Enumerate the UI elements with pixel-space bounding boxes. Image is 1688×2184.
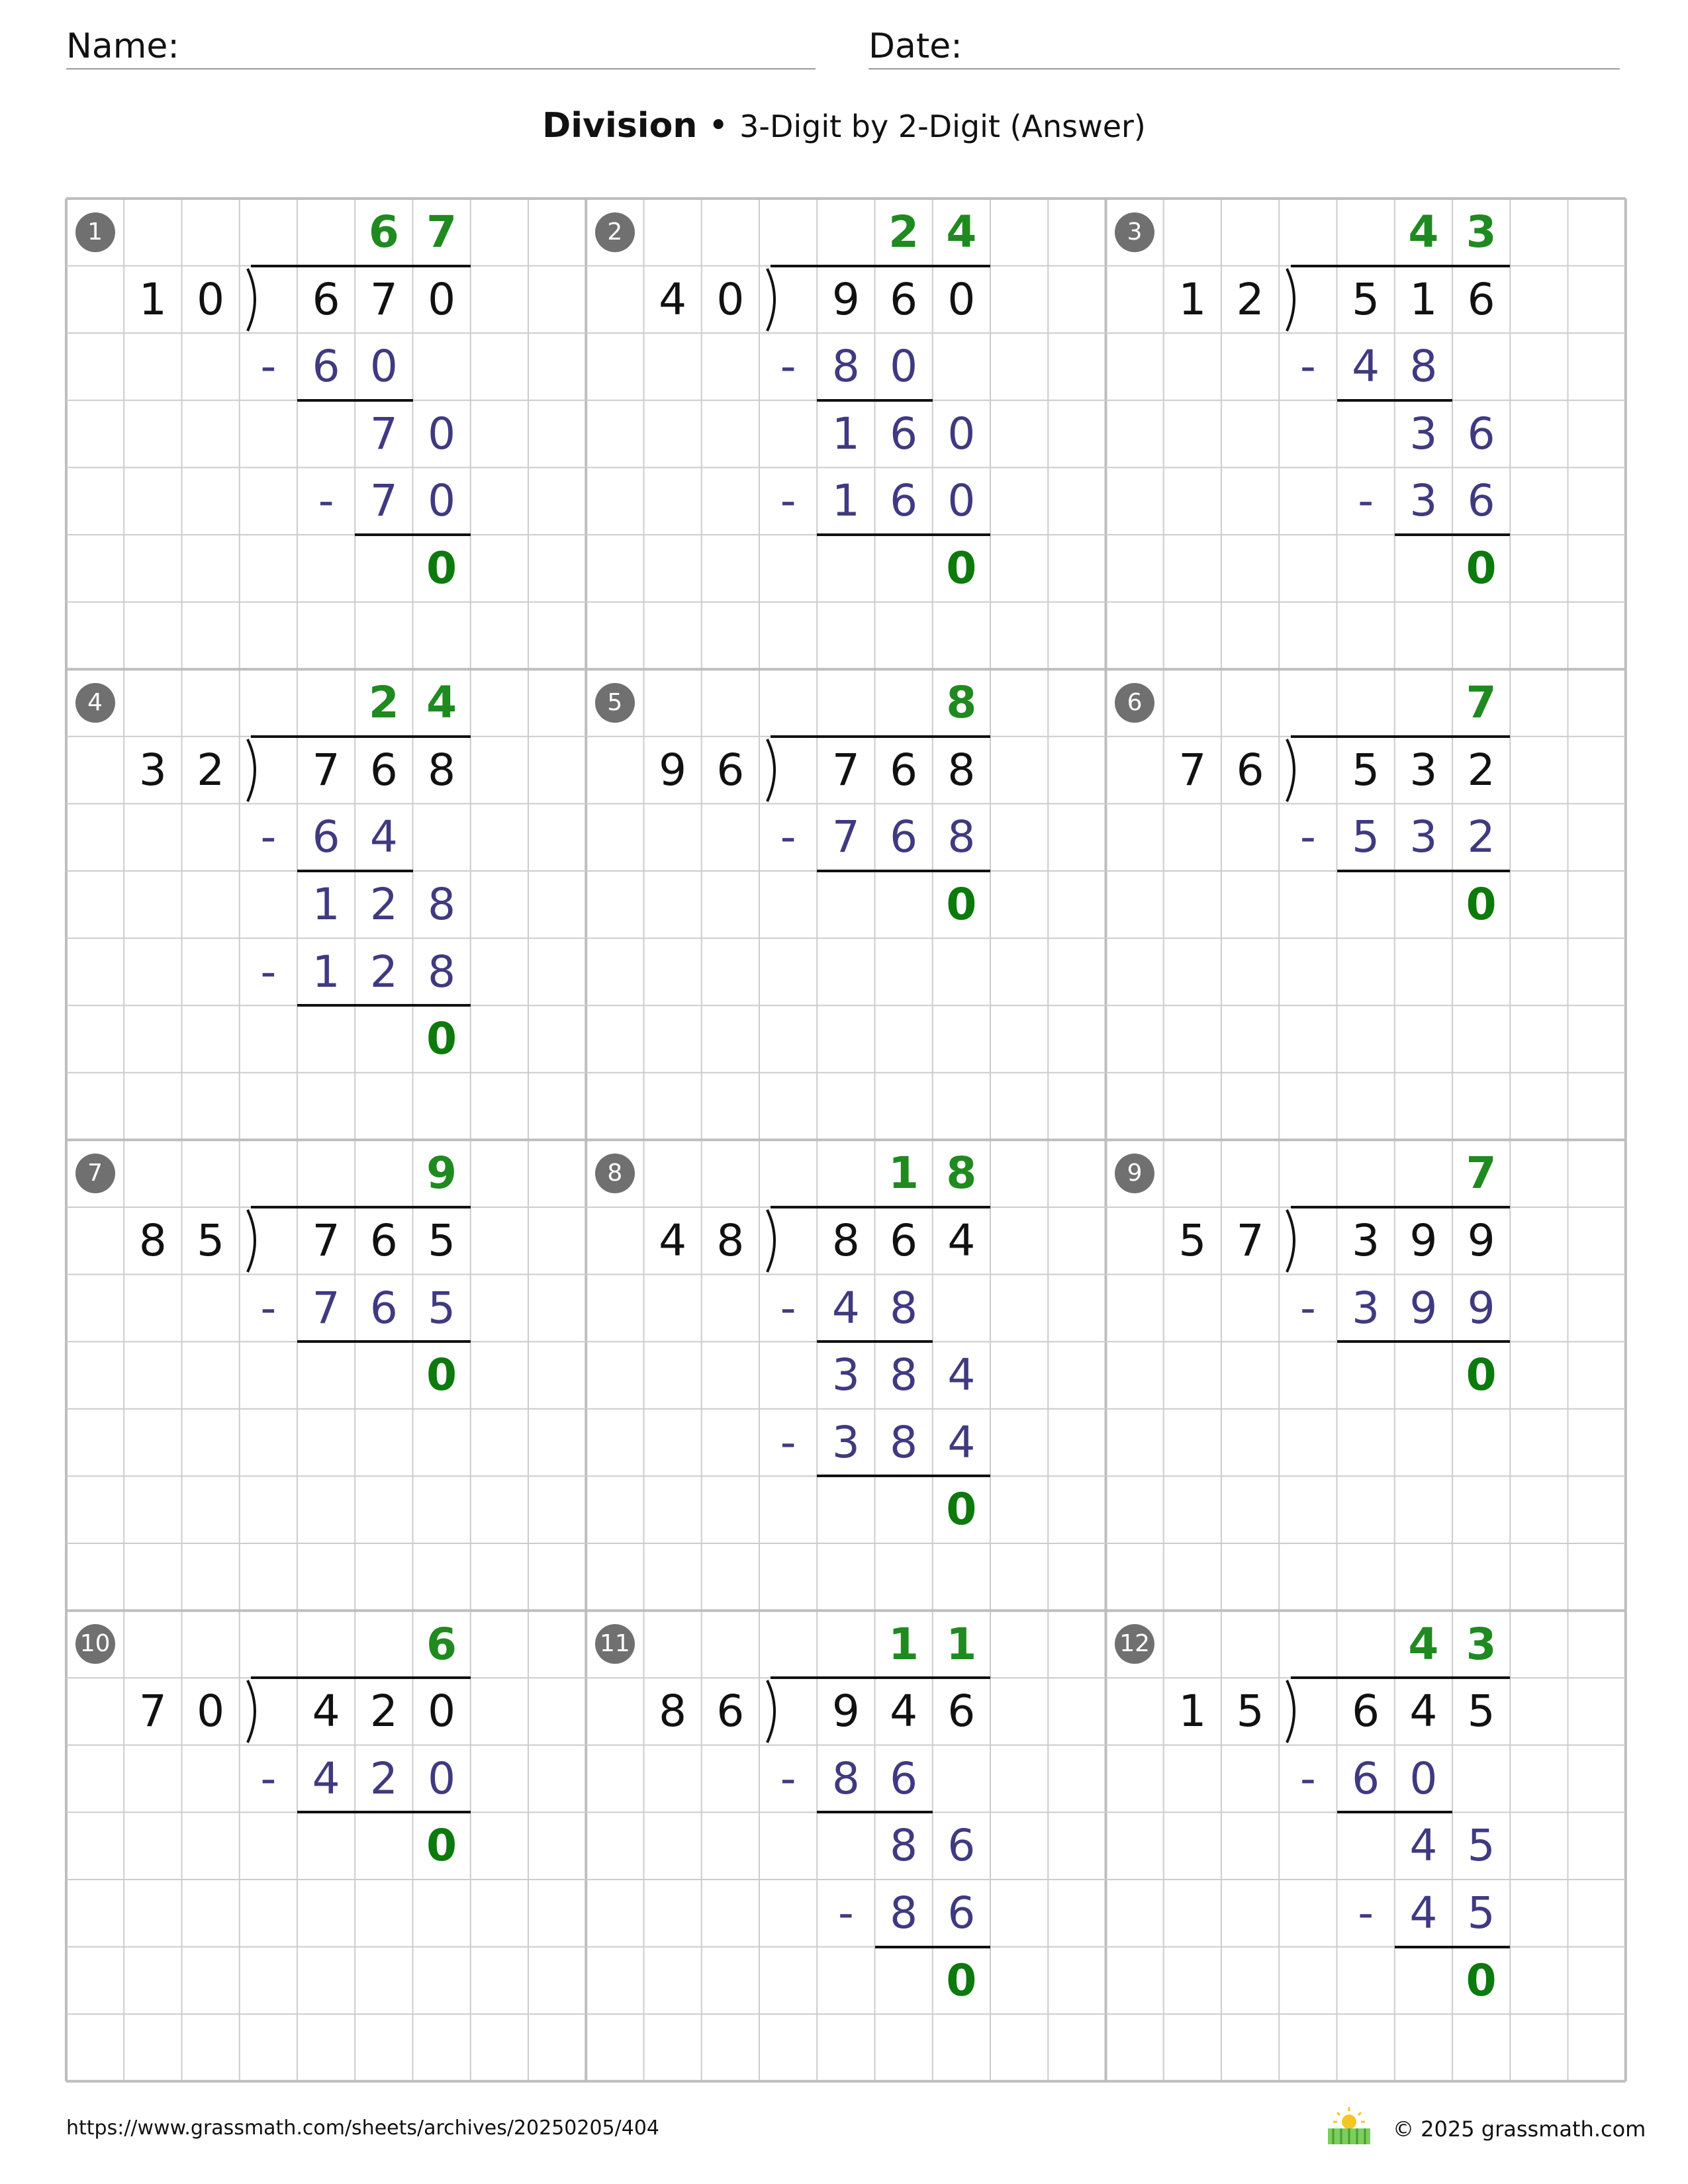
quotient-digit: 2 xyxy=(368,677,399,729)
quotient-digit: 6 xyxy=(368,206,399,257)
subtrahend-digit: 0 xyxy=(428,475,456,527)
subtrahend-digit: 7 xyxy=(369,475,398,527)
division-bracket xyxy=(242,737,262,804)
problem-number-badge: 1 xyxy=(75,212,115,252)
divisor-digit: 8 xyxy=(716,1214,745,1266)
divisor-digit: 4 xyxy=(659,1214,687,1266)
dividend-digit: 7 xyxy=(312,1214,340,1266)
subtrahend-digit: 2 xyxy=(369,946,398,997)
dividend-digit: 6 xyxy=(890,273,918,325)
division-bracket xyxy=(242,266,262,334)
footer-url: https://www.grassmath.com/sheets/archives/20250205/404 xyxy=(66,2116,660,2140)
division-bracket xyxy=(762,1207,782,1275)
division-bracket xyxy=(242,1207,262,1275)
quotient-digit: 9 xyxy=(426,1148,457,1199)
divisor-digit: 1 xyxy=(1178,273,1207,325)
division-bracket xyxy=(1282,266,1301,334)
subtrahend-digit: 4 xyxy=(1409,1887,1438,1938)
divisor-digit: 2 xyxy=(197,744,225,796)
subtrahend-digit: 0 xyxy=(947,475,976,527)
divisor-digit: 1 xyxy=(138,273,167,325)
divisor-digit: 4 xyxy=(659,273,687,325)
minus-sign: - xyxy=(260,1752,277,1804)
bring-down-digit: 7 xyxy=(369,408,398,459)
subtrahend-digit: 8 xyxy=(831,1752,860,1804)
dividend-digit: 8 xyxy=(428,744,456,796)
quotient-digit: 6 xyxy=(426,1618,457,1670)
remainder-digit: 0 xyxy=(946,1484,977,1535)
minus-sign: - xyxy=(1299,341,1316,392)
quotient-digit: 3 xyxy=(1466,1618,1497,1670)
dividend-digit: 5 xyxy=(1352,744,1380,796)
minus-sign: - xyxy=(780,475,796,527)
subtrahend-digit: 5 xyxy=(1352,811,1380,863)
minus-sign: - xyxy=(837,1887,854,1938)
dividend-digit: 3 xyxy=(1352,1214,1380,1266)
problem-2 xyxy=(586,199,1105,669)
quotient-digit: 1 xyxy=(946,1618,977,1670)
bring-down-digit: 5 xyxy=(1467,1820,1495,1872)
problem-number-badge: 11 xyxy=(595,1624,635,1664)
bring-down-digit: 6 xyxy=(1467,408,1495,459)
problem-number-badge: 6 xyxy=(1115,683,1154,723)
minus-sign: - xyxy=(780,1752,796,1804)
quotient-digit: 7 xyxy=(426,206,457,257)
dividend-digit: 6 xyxy=(369,1214,398,1266)
remainder-digit: 0 xyxy=(946,543,977,594)
subtrahend-digit: 6 xyxy=(890,811,918,863)
dividend-digit: 0 xyxy=(947,273,976,325)
minus-sign: - xyxy=(780,1416,796,1468)
dividend-digit: 1 xyxy=(1409,273,1438,325)
minus-sign: - xyxy=(780,811,796,863)
subtrahend-digit: 6 xyxy=(1352,1752,1380,1804)
quotient-digit: 4 xyxy=(1408,1618,1439,1670)
subtrahend-digit: 2 xyxy=(1467,811,1495,863)
subtrahend-digit: 4 xyxy=(947,1416,976,1468)
problem-11 xyxy=(586,1611,1105,2081)
remainder-digit: 0 xyxy=(426,543,457,594)
divisor-digit: 7 xyxy=(138,1686,167,1737)
minus-sign: - xyxy=(260,341,277,392)
dividend-digit: 7 xyxy=(369,273,398,325)
bring-down-digit: 3 xyxy=(831,1349,860,1401)
divisor-digit: 6 xyxy=(716,1686,745,1737)
dividend-digit: 6 xyxy=(890,744,918,796)
dividend-digit: 8 xyxy=(947,744,976,796)
subtrahend-digit: 4 xyxy=(831,1282,860,1334)
division-bracket xyxy=(1282,737,1301,804)
quotient-digit: 4 xyxy=(1408,206,1439,257)
quotient-digit: 1 xyxy=(888,1618,919,1670)
divisor-digit: 6 xyxy=(716,744,745,796)
subtrahend-digit: 2 xyxy=(369,1752,398,1804)
problem-number-badge: 12 xyxy=(1115,1624,1154,1664)
dividend-digit: 6 xyxy=(947,1686,976,1737)
subtrahend-digit: 9 xyxy=(1467,1282,1495,1334)
problem-6 xyxy=(1106,669,1626,1140)
footer-copyright: © 2025 grassmath.com xyxy=(1393,2116,1646,2142)
dividend-digit: 5 xyxy=(428,1214,456,1266)
problem-number-badge: 7 xyxy=(75,1154,115,1193)
quotient-digit: 1 xyxy=(888,1148,919,1199)
minus-sign: - xyxy=(1358,475,1374,527)
quotient-digit: 4 xyxy=(946,206,977,257)
dividend-digit: 6 xyxy=(369,744,398,796)
subtrahend-digit: 6 xyxy=(890,475,918,527)
subtrahend-digit: 5 xyxy=(428,1282,456,1334)
dividend-digit: 6 xyxy=(890,1214,918,1266)
divisor-digit: 7 xyxy=(1178,744,1207,796)
minus-sign: - xyxy=(260,1282,277,1334)
dividend-digit: 4 xyxy=(312,1686,340,1737)
bring-down-digit: 3 xyxy=(1409,408,1438,459)
problem-12 xyxy=(1106,1611,1626,2081)
division-vinculum xyxy=(771,1206,990,1208)
divisor-digit: 5 xyxy=(1236,1686,1264,1737)
bring-down-digit: 4 xyxy=(947,1349,976,1401)
problem-number-badge: 5 xyxy=(595,683,635,723)
quotient-digit: 3 xyxy=(1466,206,1497,257)
problem-4 xyxy=(66,669,586,1140)
title-main: Division xyxy=(542,106,698,146)
dividend-digit: 9 xyxy=(831,1686,860,1737)
quotient-digit: 2 xyxy=(888,206,919,257)
remainder-digit: 0 xyxy=(946,1954,977,2006)
subtrahend-digit: 4 xyxy=(1352,341,1380,392)
subtrahend-digit: 8 xyxy=(890,1887,918,1938)
subtrahend-digit: 6 xyxy=(1467,475,1495,527)
division-vinculum xyxy=(1291,265,1511,267)
grassmath-logo-icon xyxy=(1325,2105,1373,2147)
subtrahend-digit: 9 xyxy=(1409,1282,1438,1334)
subtrahend-digit: 3 xyxy=(1409,811,1438,863)
bring-down-digit: 4 xyxy=(1409,1820,1438,1872)
bring-down-digit: 2 xyxy=(369,878,398,930)
subtrahend-digit: 0 xyxy=(428,1752,456,1804)
dividend-digit: 5 xyxy=(1352,273,1380,325)
divisor-digit: 8 xyxy=(138,1214,167,1266)
division-bracket xyxy=(762,1678,782,1745)
minus-sign: - xyxy=(780,341,796,392)
remainder-digit: 0 xyxy=(426,1820,457,1872)
quotient-digit: 7 xyxy=(1466,677,1497,729)
subtrahend-digit: 0 xyxy=(1409,1752,1438,1804)
subtrahend-digit: 6 xyxy=(312,341,340,392)
dividend-digit: 6 xyxy=(312,273,340,325)
minus-sign: - xyxy=(260,946,277,997)
subtrahend-digit: 0 xyxy=(890,341,918,392)
division-vinculum xyxy=(251,1206,471,1208)
quotient-digit: 8 xyxy=(946,677,977,729)
title-sub: 3-Digit by 2-Digit (Answer) xyxy=(739,109,1146,144)
subtrahend-digit: 8 xyxy=(428,946,456,997)
date-label: Date: xyxy=(868,26,962,66)
bring-down-digit: 0 xyxy=(947,408,976,459)
subtrahend-digit: 6 xyxy=(369,1282,398,1334)
quotient-digit: 4 xyxy=(426,677,457,729)
problem-8 xyxy=(586,1140,1105,1610)
bring-down-digit: 1 xyxy=(312,878,340,930)
division-vinculum xyxy=(1291,1676,1511,1679)
division-bracket xyxy=(762,737,782,804)
division-bracket xyxy=(242,1678,262,1745)
divisor-digit: 0 xyxy=(716,273,745,325)
subtrahend-digit: 5 xyxy=(1467,1887,1495,1938)
minus-sign: - xyxy=(1299,811,1316,863)
name-label: Name: xyxy=(66,26,179,66)
dividend-digit: 8 xyxy=(831,1214,860,1266)
bring-down-digit: 8 xyxy=(428,878,456,930)
minus-sign: - xyxy=(260,811,277,863)
minus-sign: - xyxy=(780,1282,796,1334)
subtrahend-digit: 3 xyxy=(1352,1282,1380,1334)
divisor-digit: 7 xyxy=(1236,1214,1264,1266)
dividend-digit: 5 xyxy=(1467,1686,1495,1737)
divisor-digit: 8 xyxy=(659,1686,687,1737)
bring-down-digit: 6 xyxy=(947,1820,976,1872)
subtrahend-digit: 6 xyxy=(312,811,340,863)
problem-number-badge: 8 xyxy=(595,1154,635,1193)
dividend-digit: 3 xyxy=(1409,744,1438,796)
divisor-digit: 5 xyxy=(197,1214,225,1266)
subtrahend-digit: 4 xyxy=(369,811,398,863)
subtrahend-digit: 4 xyxy=(312,1752,340,1804)
remainder-digit: 0 xyxy=(1466,878,1497,930)
quotient-digit: 7 xyxy=(1466,1148,1497,1199)
divisor-digit: 6 xyxy=(1236,744,1264,796)
divisor-digit: 5 xyxy=(1178,1214,1207,1266)
dividend-digit: 4 xyxy=(947,1214,976,1266)
bring-down-digit: 0 xyxy=(428,408,456,459)
remainder-digit: 0 xyxy=(426,1349,457,1401)
remainder-digit: 0 xyxy=(1466,543,1497,594)
bring-down-digit: 8 xyxy=(890,1349,918,1401)
dividend-digit: 2 xyxy=(1467,744,1495,796)
divisor-digit: 3 xyxy=(138,744,167,796)
problem-7 xyxy=(66,1140,586,1610)
problem-5 xyxy=(586,669,1105,1140)
dividend-digit: 2 xyxy=(369,1686,398,1737)
problem-9 xyxy=(1106,1140,1626,1610)
minus-sign: - xyxy=(318,475,334,527)
division-vinculum xyxy=(1291,735,1511,738)
division-vinculum xyxy=(251,265,471,267)
bring-down-digit: 8 xyxy=(890,1820,918,1872)
problem-number-badge: 9 xyxy=(1115,1154,1154,1193)
dividend-digit: 7 xyxy=(831,744,860,796)
dividend-digit: 4 xyxy=(890,1686,918,1737)
subtrahend-digit: 8 xyxy=(947,811,976,863)
dividend-digit: 6 xyxy=(1352,1686,1380,1737)
minus-sign: - xyxy=(1299,1282,1316,1334)
remainder-digit: 0 xyxy=(1466,1954,1497,2006)
division-vinculum xyxy=(771,735,990,738)
divisor-digit: 9 xyxy=(659,744,687,796)
dividend-digit: 0 xyxy=(428,273,456,325)
subtrahend-digit: 8 xyxy=(1409,341,1438,392)
remainder-digit: 0 xyxy=(426,1013,457,1065)
division-vinculum xyxy=(771,1676,990,1679)
remainder-digit: 0 xyxy=(1466,1349,1497,1401)
bring-down-digit: 6 xyxy=(890,408,918,459)
subtrahend-digit: 6 xyxy=(890,1752,918,1804)
dividend-digit: 4 xyxy=(1409,1686,1438,1737)
problem-3 xyxy=(1106,199,1626,669)
subtrahend-digit: 0 xyxy=(369,341,398,392)
remainder-digit: 0 xyxy=(946,878,977,930)
division-bracket xyxy=(762,266,782,334)
division-vinculum xyxy=(251,1676,471,1679)
problem-number-badge: 2 xyxy=(595,212,635,252)
division-bracket xyxy=(1282,1678,1301,1745)
division-bracket xyxy=(1282,1207,1301,1275)
problem-number-badge: 4 xyxy=(75,683,115,723)
dividend-digit: 6 xyxy=(1467,273,1495,325)
subtrahend-digit: 1 xyxy=(312,946,340,997)
problem-1 xyxy=(66,199,586,669)
minus-sign: - xyxy=(1358,1887,1374,1938)
problem-10 xyxy=(66,1611,586,2081)
problem-number-badge: 10 xyxy=(75,1624,115,1664)
divisor-digit: 1 xyxy=(1178,1686,1207,1737)
dividend-digit: 9 xyxy=(831,273,860,325)
dividend-digit: 9 xyxy=(1467,1214,1495,1266)
subtrahend-digit: 3 xyxy=(831,1416,860,1468)
dividend-digit: 0 xyxy=(428,1686,456,1737)
divisor-digit: 2 xyxy=(1236,273,1264,325)
title-bullet: • xyxy=(697,106,740,146)
subtrahend-digit: 8 xyxy=(890,1282,918,1334)
quotient-digit: 8 xyxy=(946,1148,977,1199)
problem-number-badge: 3 xyxy=(1115,212,1154,252)
division-vinculum xyxy=(771,265,990,267)
subtrahend-digit: 8 xyxy=(890,1416,918,1468)
dividend-digit: 9 xyxy=(1409,1214,1438,1266)
dividend-digit: 7 xyxy=(312,744,340,796)
subtrahend-digit: 1 xyxy=(831,475,860,527)
minus-sign: - xyxy=(1299,1752,1316,1804)
subtrahend-digit: 8 xyxy=(831,341,860,392)
subtrahend-digit: 3 xyxy=(1409,475,1438,527)
divisor-digit: 0 xyxy=(197,273,225,325)
bring-down-digit: 1 xyxy=(831,408,860,459)
subtrahend-digit: 7 xyxy=(312,1282,340,1334)
subtrahend-digit: 6 xyxy=(947,1887,976,1938)
divisor-digit: 0 xyxy=(197,1686,225,1737)
division-vinculum xyxy=(1291,1206,1511,1208)
subtrahend-digit: 7 xyxy=(831,811,860,863)
division-vinculum xyxy=(251,735,471,738)
